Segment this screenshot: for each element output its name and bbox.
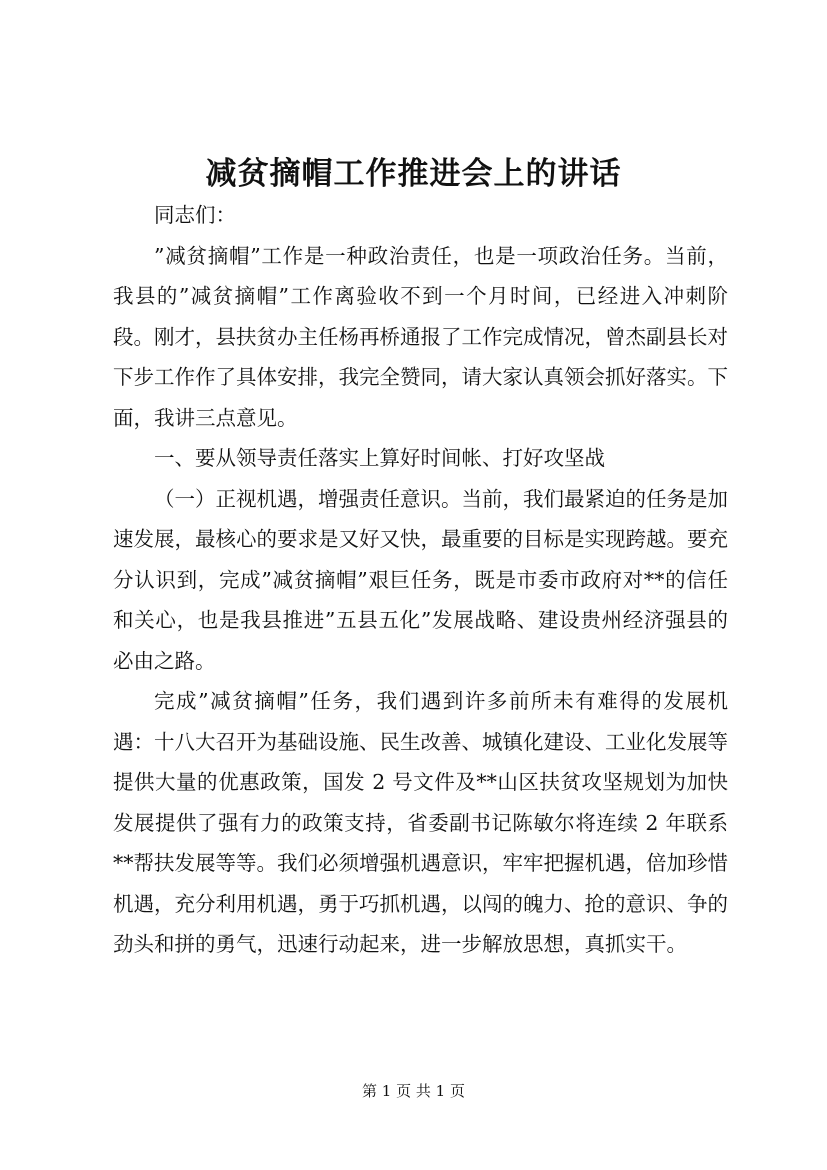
document-title: 减贫摘帽工作推进会上的讲话 [205,156,622,192]
body-paragraph: 完成”减贫摘帽”任务，我们遇到许多前所未有难得的发展机遇：十八大召开为基础设施、民生改善、城镇化建设、工业化发展等提供大量的优惠政策，国发 2 号文件及**山区扶贫攻坚规划为加快发展提供了强有力的政策支持，省委副书记陈敏尔将连续 2 年联系**帮扶发展等等。我们必须增强机遇意识，牢牢把握机遇，倍加珍惜机遇，充分利用机遇，勇于巧抓机遇，以闯的魄力、抢的意识、争的劲头和拼的勇气，迅速行动起来，进一步解放思想，真抓实干。 [113,689,728,956]
section-heading: 一、要从领导责任落实上算好时间帐、打好攻坚战 [154,446,605,470]
body-paragraph: （一）正视机遇，增强责任意识。当前，我们最紧迫的任务是加速发展，最核心的要求是又好又快，最重要的目标是实现跨越。要充分认识到，完成”减贫摘帽”艰巨任务，既是市委市政府对**的信任和关心，也是我县推进”五县五化”发展战略、建设贵州经济强县的必由之路。 [113,486,728,673]
page-footer: 第 1 页 共 1 页 [362,1082,465,1100]
salutation-paragraph: 同志们： [154,203,236,227]
document-body [113,195,728,965]
body-paragraph: ”减贫摘帽”工作是一种政治责任，也是一项政治任务。当前，我县的”减贫摘帽”工作离验收不到一个月时间，已经进入冲刺阶段。刚才，县扶贫办主任杨再桥通报了工作完成情况，曾杰副县长对下步工作作了具体安排，我完全赞同，请大家认真领会抓好落实。下面，我讲三点意见。 [113,243,728,430]
